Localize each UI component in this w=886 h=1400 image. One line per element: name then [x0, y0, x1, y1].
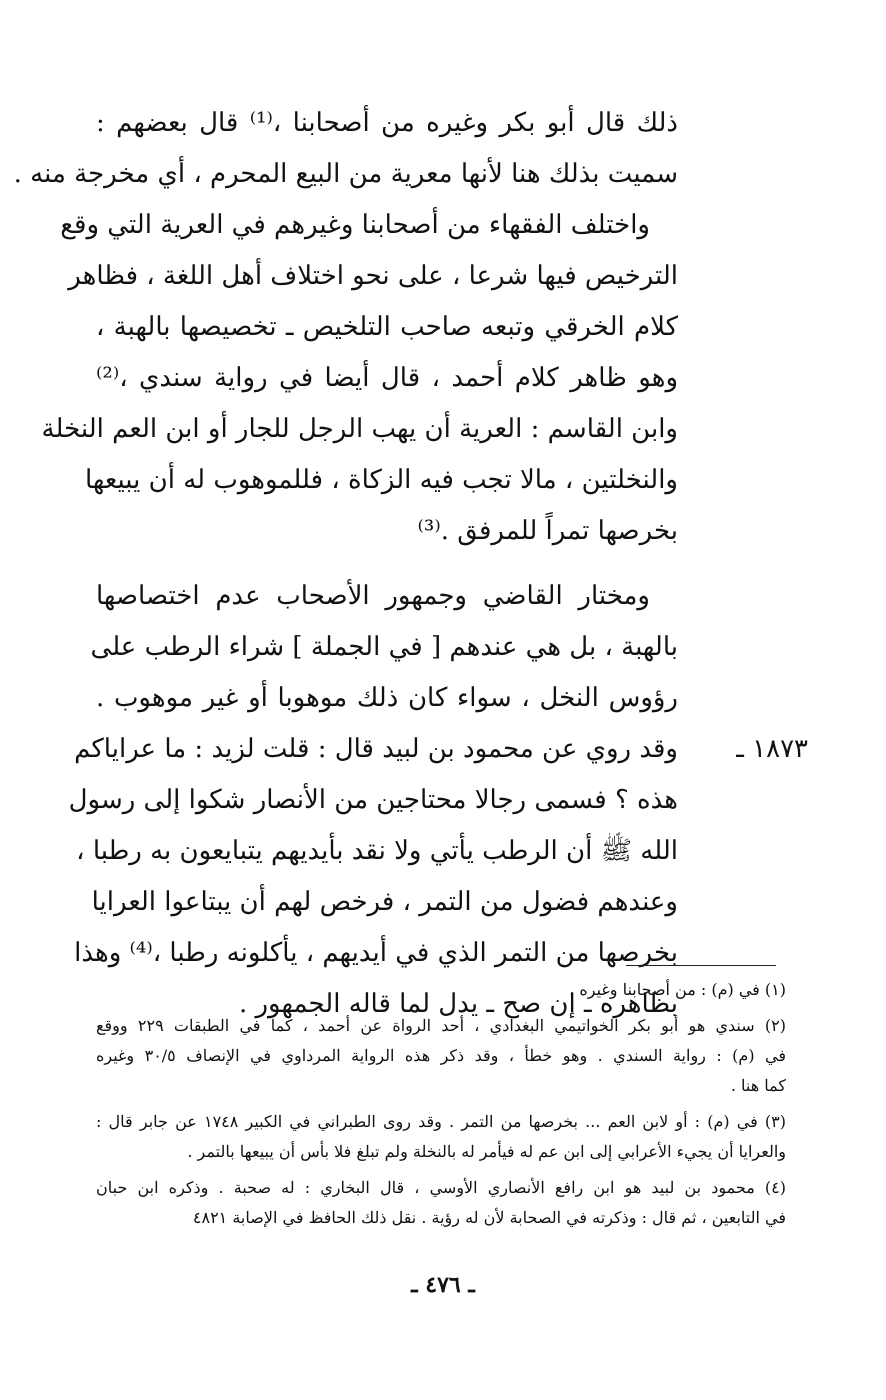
text-line: وابن القاسم : العرية أن يهب الرجل للجار أو ابن العم النخلة: [41, 414, 678, 444]
text-line: بظاهره ـ إن صح ـ يدل لما قاله الجمهور .: [238, 989, 678, 1019]
footnote-3-line: (٣) في (م) : أو لابن العم ... بخرصها من التمر . وقد روى الطبراني في الكبير ١٧٤٨ عن جابر قال :: [96, 1112, 787, 1131]
footnotes-block: [96, 975, 786, 1233]
footnote-separator: [626, 965, 776, 966]
text-line: والنخلتين ، مالا تجب فيه الزكاة ، فللموهوب له أن يبيعها: [85, 465, 678, 495]
text-line: بخرصها تمراً للمرفق .⁽³⁾: [417, 516, 678, 546]
text-line: وهو ظاهر كلام أحمد ، قال أيضا في رواية سندي ،⁽²⁾: [96, 363, 678, 393]
text-line: بالهبة ، بل هي عندهم [ في الجملة ] شراء الرطب على: [90, 632, 678, 662]
text-line: [74, 724, 808, 775]
text-line: وعندهم فضول من التمر ، فرخص لهم أن يبتاعوا العرايا: [91, 887, 678, 917]
footnote-2-line: كما هنا .: [730, 1076, 786, 1095]
text-line: الترخيص فيها شرعا ، على نحو اختلاف أهل اللغة ، فظاهر: [68, 261, 678, 291]
footnote-2-line: (٢) سندي هو أبو بكر الخواتيمي البغدادي ، أحد الرواة عن أحمد ، كما في الطبقات ٢٢٩ ووقع: [96, 1016, 786, 1035]
text-line: ذلك قال أبو بكر وغيره من أصحابنا ،⁽¹⁾ قال بعضهم :: [96, 108, 679, 138]
item-number: ١٨٧٣ ـ: [736, 734, 808, 764]
footnote-2-line: في (م) : رواية السندي . وهو خطأ ، وقد ذكر هذه الرواية المرداوي في الإنصاف ٣٠/٥ وغيره: [96, 1046, 787, 1065]
text-line: كلام الخرقي وتبعه صاحب التلخيص ـ تخصيصها بالهبة ،: [96, 312, 678, 342]
text-line: سميت بذلك هنا لأنها معرية من البيع المحرم ، أي مخرجة منه .: [13, 159, 678, 189]
footnote-4-line: في التابعين ، ثم قال : وذكرته في الصحابة لأن له رؤية . نقل ذلك الحافظ في الإصابة ٤٨٢١: [192, 1208, 786, 1227]
page-number: ـ ٤٧٦ ـ: [411, 1272, 475, 1298]
text-line: بخرصها من التمر الذي في أيديهم ، يأكلونه رطبا ،⁽⁴⁾ وهذا: [74, 938, 678, 968]
text-line: واختلف الفقهاء من أصحابنا وغيرهم في العرية التي وقع: [60, 210, 650, 240]
text-line: ومختار القاضي وجمهور الأصحاب عدم اختصاصها: [96, 581, 650, 611]
text-line: رؤوس النخل ، سواء كان ذلك موهوبا أو غير موهوب .: [96, 683, 678, 713]
footnote-1: (١) في (م) : من أصحابنا وغيره .: [569, 980, 786, 999]
text-line-content: وقد روي عن محمود بن لبيد قال : قلت لزيد : ما عراياكم: [74, 734, 678, 764]
paragraph-gap: [96, 557, 678, 571]
main-text-block: [13, 98, 808, 1030]
text-line: الله ﷺ أن الرطب يأتي ولا نقد بأيديهم يتبايعون به رطبا ،: [76, 836, 678, 866]
footnote-3-line: والعرايا أن يجيء الأعرابي إلى ابن عم له فيأمر له بالنخلة ولم تبلغ فلا بأس أن يبيعها بالتمر .: [187, 1142, 786, 1161]
text-line: هذه ؟ فسمى رجالا محتاجين من الأنصار شكوا إلى رسول: [68, 785, 678, 815]
footnote-4-line: (٤) محمود بن لبيد هو ابن رافع الأنصاري الأوسي ، قال البخاري : له صحبة . وذكره ابن حبان: [96, 1178, 786, 1197]
